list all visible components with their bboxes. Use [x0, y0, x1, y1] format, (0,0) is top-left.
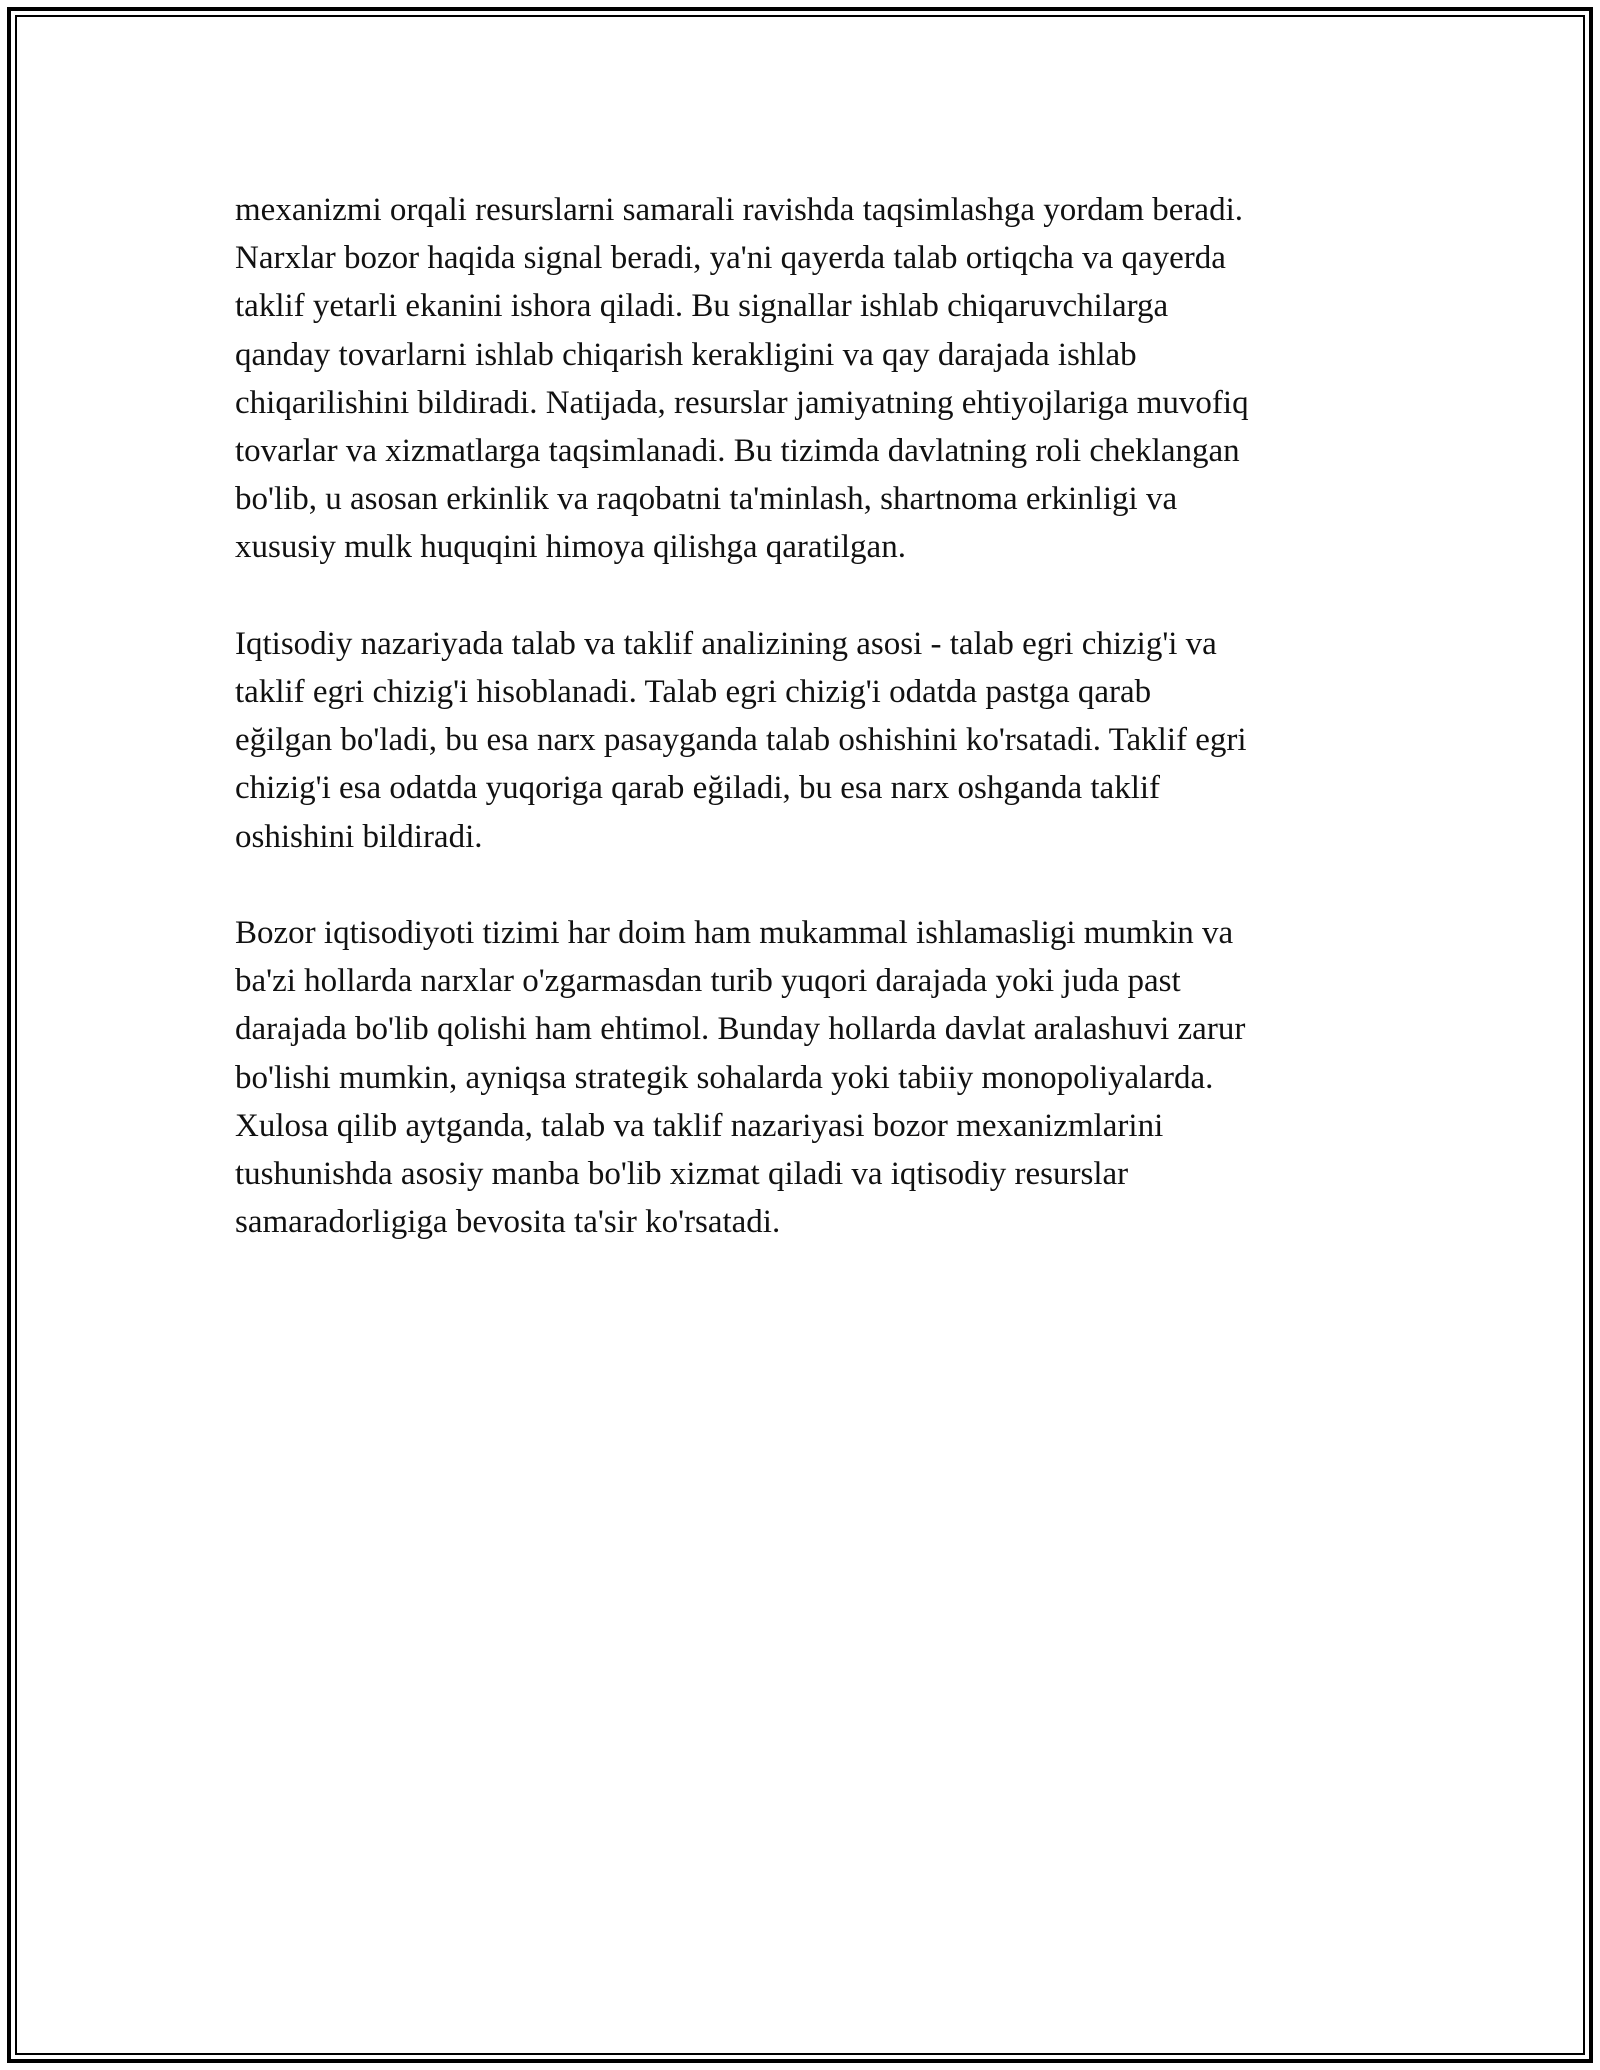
text-line: samaradorligiga bevosita ta'sir ko'rsatadi.: [235, 1204, 781, 1241]
text-line: Xulosa qilib aytganda, talab va taklif nazariyasi bozor mexanizmlarini: [235, 1107, 1164, 1144]
text-line: taklif yetarli ekanini ishora qiladi. Bu signallar ishlab chiqaruvchilarga: [235, 288, 1169, 325]
document-body: [235, 186, 1395, 1295]
text-line: mexanizmi orqali resurslarni samarali ravishda taqsimlashga yordam beradi.: [235, 192, 1243, 228]
paragraph-market-failure-conclusion: [235, 909, 1395, 1246]
text-line: oshishini bildiradi.: [235, 818, 483, 855]
text-line: tushunishda asosiy manba bo'lib xizmat qiladi va iqtisodiy resurslar: [235, 1156, 1129, 1193]
text-line: chizig'i esa odatda yuqoriga qarab eğiladi, bu esa narx oshganda taklif: [235, 770, 1161, 807]
text-line: qanday tovarlarni ishlab chiqarish kerakligini va qay darajada ishlab: [235, 336, 1137, 373]
text-line: chiqarilishini bildiradi. Natijada, resurslar jamiyatning ehtiyojlariga muvofiq: [235, 384, 1249, 421]
text-line: bo'lib, u asosan erkinlik va raqobatni ta'minlash, shartnoma erkinligi va: [235, 481, 1178, 518]
text-line: taklif egri chizig'i hisoblanadi. Talab egri chizig'i odatda pastga qarab: [235, 674, 1152, 711]
paragraph-supply-demand-curves: [235, 620, 1395, 861]
text-line: tovarlar va xizmatlarga taqsimlanadi. Bu tizimda davlatning roli cheklangan: [235, 433, 1240, 470]
text-line: Iqtisodiy nazariyada talab va taklif analizining asosi - talab egri chizig'i va: [235, 625, 1217, 662]
text-line: xususiy mulk huquqini himoya qilishga qaratilgan.: [235, 529, 906, 566]
text-line: ba'zi hollarda narxlar o'zgarmasdan turib yuqori darajada yoki juda past: [235, 963, 1181, 1000]
paragraph-resource-allocation: [235, 186, 1395, 572]
text-line: eğilgan bo'ladi, bu esa narx pasayganda talab oshishini ko'rsatadi. Taklif egri: [235, 722, 1247, 759]
text-line: darajada bo'lib qolishi ham ehtimol. Bunday hollarda davlat aralashuvi zarur: [235, 1011, 1246, 1048]
text-line: Narxlar bozor haqida signal beradi, ya'ni qayerda talab ortiqcha va qayerda: [235, 240, 1226, 277]
text-line: bo'lishi mumkin, ayniqsa strategik sohalarda yoki tabiiy monopoliyalarda.: [235, 1059, 1214, 1096]
text-line: Bozor iqtisodiyoti tizimi har doim ham mukammal ishlamasligi mumkin va: [235, 915, 1234, 952]
